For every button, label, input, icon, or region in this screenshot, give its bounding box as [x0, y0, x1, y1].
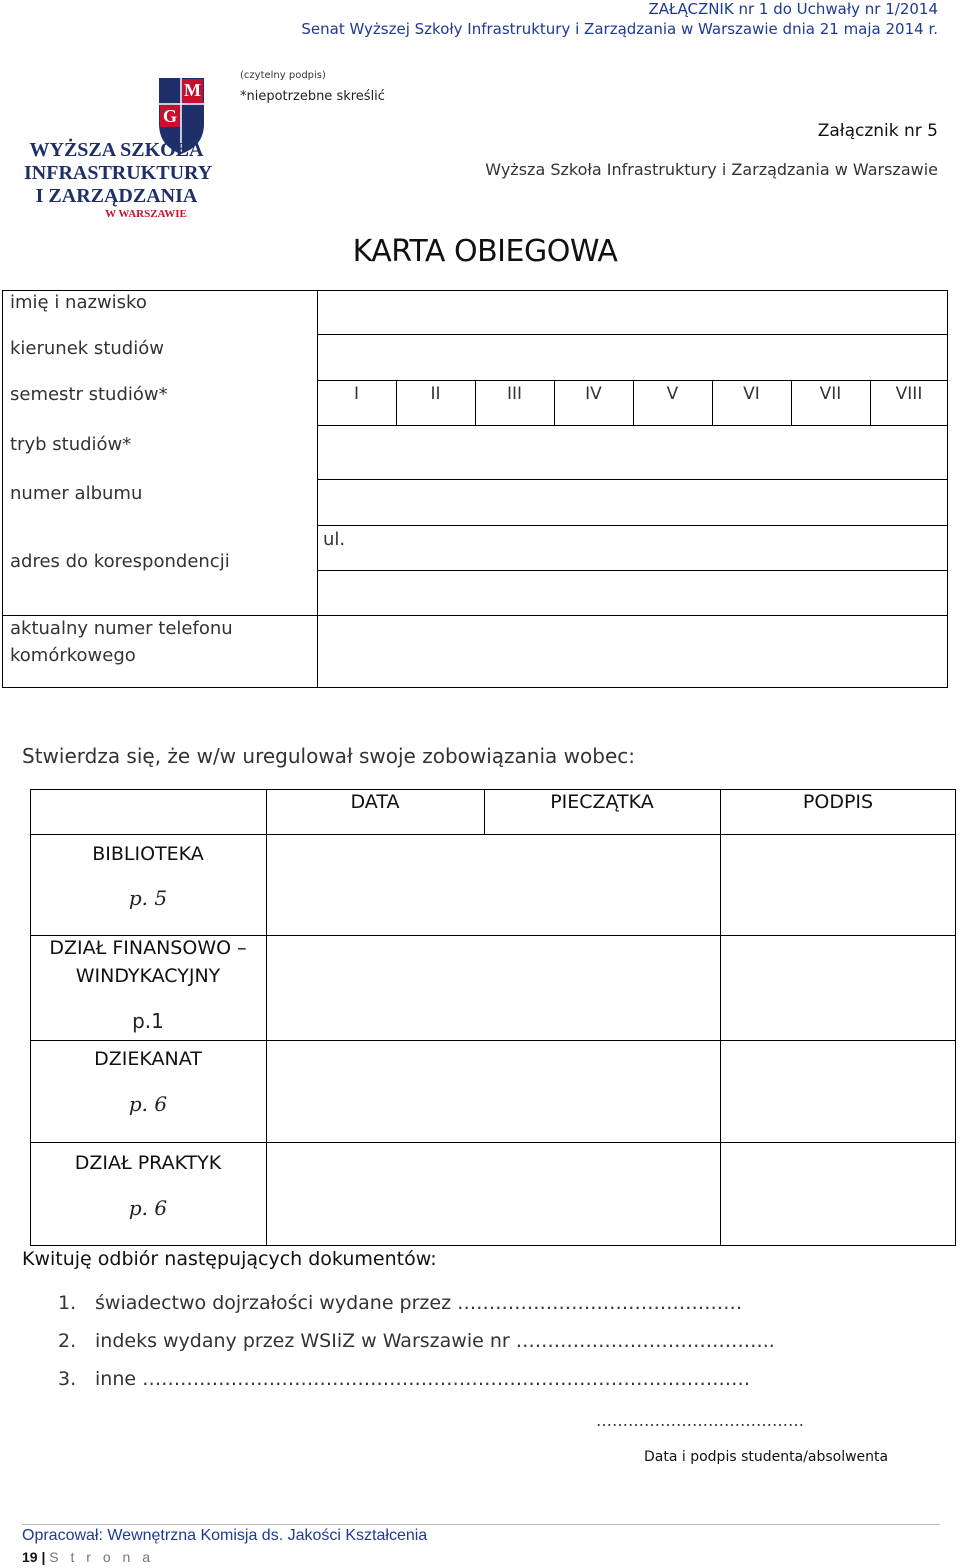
- school-name: Wyższa Szkoła Infrastruktury i Zarządzania w Warszawie: [485, 160, 938, 179]
- semester-option-8[interactable]: VIII: [895, 384, 923, 404]
- header-line-2: Senat Wyższej Szkoły Infrastruktury i Zarządzania w Warszawie dnia 21 maja 2014 r.: [301, 20, 938, 38]
- room-internships: p. 6: [128, 1196, 168, 1220]
- school-logo: [24, 74, 213, 226]
- logo-line-1: WYŻSZA SZKOŁA: [29, 139, 204, 161]
- semester-option-7[interactable]: VII: [819, 384, 842, 404]
- column-header-stamp: PIECZĄTKA: [550, 791, 654, 813]
- internships-stamp-cell[interactable]: [267, 1143, 719, 1245]
- study-mode-field[interactable]: [318, 426, 947, 478]
- semester-option-4[interactable]: IV: [585, 384, 602, 404]
- header-line-1: ZAŁĄCZNIK nr 1 do Uchwały nr 1/2014: [648, 0, 938, 18]
- semester-option-2[interactable]: II: [430, 384, 441, 404]
- library-signature-cell[interactable]: [721, 835, 955, 934]
- footer-prepared-by: Opracował: Wewnętrzna Komisja ds. Jakości Kształcenia: [22, 1527, 428, 1544]
- field-of-study-label: kierunek studiów: [10, 338, 164, 359]
- receipt-item-3-text: inne ……………………………………………………………………………………: [95, 1368, 751, 1390]
- signature-caption: Data i podpis studenta/absolwenta: [644, 1449, 889, 1465]
- statement-text: Stwierdza się, że w/w uregulował swoje zobowiązania wobec:: [22, 744, 635, 768]
- page-number: [22, 1549, 154, 1565]
- semester-option-3[interactable]: III: [506, 384, 523, 404]
- receipt-item-3-number: 3.: [58, 1368, 77, 1390]
- logo-letter-g: G: [163, 106, 178, 126]
- logo-line-3: I ZARZĄDZANIA: [35, 185, 198, 207]
- page-word: S t r o n a: [49, 1549, 154, 1565]
- name-label: imię i nazwisko: [10, 292, 147, 313]
- page-number-separator: |: [41, 1549, 46, 1565]
- signature-line: …………………………………: [596, 1411, 804, 1430]
- receipt-item-2-text: indeks wydany przez WSIiZ w Warszawie nr …………………………………..: [95, 1330, 775, 1352]
- dept-finance-line-1: DZIAŁ FINANSOWO –: [49, 937, 247, 959]
- room-deans-office: p. 6: [128, 1092, 168, 1116]
- semester-option-5[interactable]: V: [666, 384, 679, 404]
- footer-divider: [22, 1524, 940, 1525]
- address-field-line-1[interactable]: [350, 526, 947, 569]
- finance-stamp-cell[interactable]: [267, 936, 719, 1039]
- deans-signature-cell[interactable]: [721, 1041, 955, 1141]
- phone-field[interactable]: [318, 616, 947, 687]
- column-header-date: DATA: [350, 791, 400, 813]
- room-library: p. 5: [128, 886, 168, 910]
- semester-label: semestr studiów*: [10, 384, 168, 405]
- logo-line-4: W WARSZAWIE: [105, 208, 187, 220]
- semester-option-1[interactable]: I: [353, 384, 359, 404]
- receipt-item-1-number: 1.: [58, 1292, 77, 1314]
- library-stamp-cell[interactable]: [267, 835, 719, 934]
- readable-signature-note: (czytelny podpis): [240, 70, 326, 81]
- name-field[interactable]: [318, 291, 947, 333]
- semester-option-6[interactable]: VI: [743, 384, 760, 404]
- address-field-line-2[interactable]: [318, 571, 947, 614]
- album-number-label: numer albumu: [10, 483, 143, 504]
- phone-label-line-1: aktualny numer telefonu: [10, 618, 233, 639]
- field-of-study-field[interactable]: [318, 335, 947, 379]
- receipt-heading: Kwituję odbiór następujących dokumentów:: [22, 1248, 437, 1270]
- dept-internships: DZIAŁ PRAKTYK: [74, 1152, 222, 1174]
- study-mode-label: tryb studiów*: [10, 434, 132, 455]
- address-prefix: ul.: [323, 529, 346, 550]
- album-number-field[interactable]: [318, 480, 947, 524]
- page-number-value: 19: [22, 1549, 38, 1565]
- column-header-signature: PODPIS: [802, 791, 874, 813]
- dept-library: BIBLIOTEKA: [92, 843, 204, 865]
- address-label: adres do korespondencji: [10, 551, 230, 572]
- dept-deans-office: DZIEKANAT: [94, 1048, 202, 1070]
- deans-stamp-cell[interactable]: [267, 1041, 719, 1141]
- phone-label-line-2: komórkowego: [10, 645, 136, 666]
- receipt-item-1-text: świadectwo dojrzałości wydane przez ………………………………………: [95, 1292, 743, 1314]
- finance-signature-cell[interactable]: [721, 936, 955, 1039]
- logo-line-2: INFRASTRUKTURY: [24, 162, 213, 184]
- receipt-item-2-number: 2.: [58, 1330, 77, 1352]
- internships-signature-cell[interactable]: [721, 1143, 955, 1245]
- strike-note: *niepotrzebne skreślić: [240, 89, 385, 104]
- annex-label: Załącznik nr 5: [817, 121, 938, 141]
- dept-finance-line-2: WINDYKACYJNY: [75, 965, 221, 987]
- page-title: KARTA OBIEGOWA: [352, 234, 618, 269]
- room-finance: p.1: [132, 1009, 164, 1033]
- logo-letter-m: M: [184, 80, 201, 100]
